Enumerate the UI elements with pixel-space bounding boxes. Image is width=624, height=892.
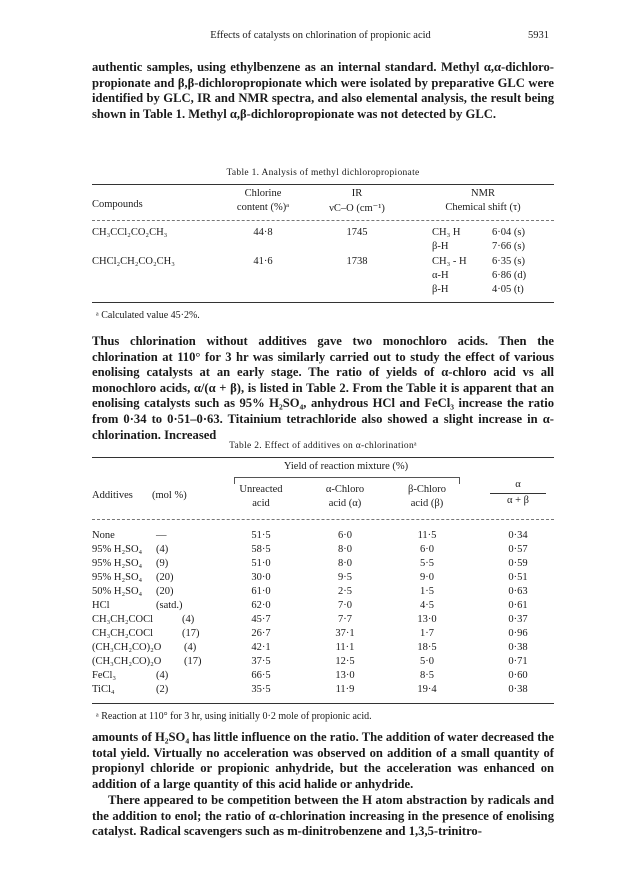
table2-header-divider — [92, 519, 554, 520]
table2-beta: 5·5 — [420, 558, 434, 569]
table2-alpha: 9·5 — [338, 572, 352, 583]
table2-unreacted: 35·5 — [251, 684, 271, 695]
table2-alpha: 7·7 — [338, 614, 352, 625]
running-title: Effects of catalysts on chlorination of propionic acid — [210, 30, 431, 41]
table2-alpha: 6·0 — [338, 530, 352, 541]
table2-additive: (CH₃CH₂CO)₂O — [92, 642, 162, 653]
table2-ratio: 0·59 — [508, 558, 528, 569]
table1-row-compound: CH₃CCl₂CO₂CH₃ — [92, 227, 168, 238]
table2-beta: 1·5 — [420, 586, 434, 597]
table2-ratio: 0·96 — [508, 628, 528, 639]
table1-row-ir: 1738 — [346, 256, 368, 267]
table2-alpha: 8·0 — [338, 544, 352, 555]
table2-beta: 18·5 — [417, 642, 437, 653]
table2-ratio: 0·38 — [508, 642, 528, 653]
table1-row-ir: 1745 — [346, 227, 368, 238]
table1-header-ir: IR — [351, 188, 363, 199]
table2-footnote: ᵃ Reaction at 110° for 3 hr, using initially 0·2 mole of propionic acid. — [96, 711, 372, 722]
table1-header-nmr-sub: Chemical shift (τ) — [445, 202, 521, 213]
table2-beta: 1·7 — [420, 628, 434, 639]
table2-unreacted: 42·1 — [251, 642, 271, 653]
table2-ratio: 0·51 — [508, 572, 528, 583]
table1-header-divider — [92, 220, 554, 221]
table2-header-unreacted-sub: acid — [252, 498, 270, 509]
table1-row-compound: CHCl₂CH₂CO₂CH₃ — [92, 256, 175, 267]
table2-beta: 9·0 — [420, 572, 434, 583]
paragraph-1: authentic samples, using ethylbenzene as an internal standard. Methyl α,α-dichloro-propionate and β,β-dichloropropionate which were isolated by preparative GLC were identified by GLC, IR and NMR spectra, and also elemental analysis, the result being shown in Table 1. Methyl α,β-dichloropropionate was not detected by GLC. — [92, 60, 554, 121]
running-header — [92, 30, 549, 44]
table2-header-bchloro-sub: acid (β) — [410, 498, 444, 509]
table2-ratio: 0·71 — [508, 656, 528, 667]
table2-ratio: 0·61 — [508, 600, 528, 611]
table2-beta: 5·0 — [420, 656, 434, 667]
table1-row-nmr-value: 6·04 (s) — [492, 227, 525, 238]
table2-header-ratio-bottom: α + β — [490, 493, 546, 506]
table1-header-compounds: Compounds — [92, 199, 143, 210]
paragraph-3: amounts of H₂SO₄ has little influence on the ratio. The addition of water decreased the total yield. Virtually no acceleration was observed on addition of a small quantity of propionyl chloride or propionic anhydride, but the acceleration was enhanced on addition of a large quantity of this acid halide or anhydride. — [92, 730, 554, 791]
table2-top-rule — [92, 457, 554, 458]
table2-unreacted: 62·0 — [251, 600, 271, 611]
table2-ratio: 0·60 — [508, 670, 528, 681]
table2-ratio: 0·57 — [508, 544, 528, 555]
table1-row-chlorine: 44·8 — [253, 227, 273, 238]
table1-row-nmr-label: CH₃ H — [432, 227, 461, 238]
table1-header-chlorine-sub: content (%)ᵃ — [236, 202, 290, 213]
table2-caption: Table 2. Effect of additives on α-chlorinationᵃ — [229, 441, 417, 451]
table2-header-achloro: α-Chloro — [325, 484, 365, 495]
table2-alpha: 7·0 — [338, 600, 352, 611]
table2-additive: 50% H₂SO₄ — [92, 586, 143, 597]
table2-unreacted: 51·5 — [251, 530, 271, 541]
table2-header-mol: (mol %) — [152, 490, 187, 501]
table1-row-nmr-value: 6·35 (s) — [492, 256, 525, 267]
table2-header-additives: Additives — [92, 490, 133, 501]
table2-mol: (4) — [156, 670, 169, 681]
table2-unreacted: 51·0 — [251, 558, 271, 569]
table1-header-ir-sub: νC–O (cm⁻¹) — [329, 203, 385, 214]
page-number: 5931 — [528, 30, 549, 41]
table2-unreacted: 61·0 — [251, 586, 271, 597]
table2-bottom-rule — [92, 703, 554, 704]
table1-top-rule — [92, 184, 554, 185]
paragraph-2: Thus chlorination without additives gave two monochloro acids. Then the chlorination at 110° for 3 hr was similarly carried out to study the effect of various enolising catalysts at an early stage. The ratio of yields of α-chloro acid vs all monochloro acids, α/(α + β), is listed in Table 2. From the Table it is apparent that an enolising catalysts such as 95% H₂SO₄, anhydrous HCl and FeCl₃ increase the ratio from 0·34 to 0·51–0·63. Titainium tetrachloride also showed a slight increase in α-chlorination. Increased — [92, 334, 554, 442]
table2-additive: FeCl₃ — [92, 670, 117, 681]
table2-header-achloro-sub: acid (α) — [328, 498, 362, 509]
table2-ratio: 0·34 — [508, 530, 528, 541]
table2-additive: 95% H₂SO₄ — [92, 558, 143, 569]
table2-mol: (4) — [156, 544, 169, 555]
table2-header-bchloro: β-Chloro — [407, 484, 446, 495]
table2-additive: 95% H₂SO₄ — [92, 544, 143, 555]
table2-mol: (9) — [156, 558, 169, 569]
table2-additive: HCl — [92, 600, 110, 611]
table1-header-nmr: NMR — [471, 188, 495, 199]
table1-row-chlorine: 41·6 — [253, 256, 273, 267]
table2-mol: (4) — [182, 614, 195, 625]
table2-additive: (CH₃CH₂CO)₂O — [92, 656, 162, 667]
table2-mol: (17) — [184, 656, 202, 667]
table1-row-nmr-label: β-H — [432, 284, 449, 295]
table2-beta: 11·5 — [417, 530, 437, 541]
table1-row-nmr-value: 4·05 (t) — [492, 284, 524, 295]
table2-alpha: 8·0 — [338, 558, 352, 569]
table1-row-nmr-label: CH₃ - H — [432, 256, 467, 267]
table2-beta: 13·0 — [417, 614, 437, 625]
table2-ratio: 0·37 — [508, 614, 528, 625]
table2-additive: CH₃CH₂COCl — [92, 628, 154, 639]
table2-unreacted: 37·5 — [251, 656, 271, 667]
table2-unreacted: 30·0 — [251, 572, 271, 583]
table2-unreacted: 58·5 — [251, 544, 271, 555]
table2-mol: (20) — [156, 586, 174, 597]
table1-row-nmr-value: 6·86 (d) — [492, 270, 527, 281]
table2-mol: (2) — [156, 684, 169, 695]
table2-header-group: Yield of reaction mixture (%) — [283, 461, 409, 472]
table2-additive: 95% H₂SO₄ — [92, 572, 143, 583]
table2-header-bracket — [234, 477, 460, 484]
table2-mol: (17) — [182, 628, 200, 639]
table2-beta: 19·4 — [417, 684, 437, 695]
table2-unreacted: 45·7 — [251, 614, 271, 625]
table2-alpha: 11·1 — [335, 642, 355, 653]
table2-mol: (20) — [156, 572, 174, 583]
table1-bottom-rule — [92, 302, 554, 303]
table2-alpha: 37·1 — [335, 628, 355, 639]
table2-additive: CH₃CH₂COCl — [92, 614, 154, 625]
table2-ratio: 0·38 — [508, 684, 528, 695]
table2-mol: — — [156, 530, 167, 541]
table2-unreacted: 66·5 — [251, 670, 271, 681]
table2-mol: (4) — [184, 642, 197, 653]
table1-row-nmr-label: β-H — [432, 241, 449, 252]
table1-row-nmr-value: 7·66 (s) — [492, 241, 525, 252]
paragraph-4: There appeared to be competition between the H atom abstraction by radicals and the addition to enol; the ratio of α-chlorination increasing in the presence of enolising catalyst. Radical scavengers such as m-dinitrobenzene and 1,3,5-trinitro- — [92, 793, 554, 839]
table1-row-nmr-label: α-H — [432, 270, 449, 281]
table2-header-ratio-top: α — [515, 479, 521, 490]
table2-alpha: 11·9 — [335, 684, 355, 695]
table2-mol: (satd.) — [156, 600, 183, 611]
table2-alpha: 2·5 — [338, 586, 352, 597]
table2-alpha: 12·5 — [335, 656, 355, 667]
table2-beta: 4·5 — [420, 600, 434, 611]
table2-additive: TiCl₄ — [92, 684, 115, 695]
table2-header-unreacted: Unreacted — [239, 484, 283, 495]
table2-beta: 8·5 — [420, 670, 434, 681]
table2-unreacted: 26·7 — [251, 628, 271, 639]
table1-footnote: ᵃ Calculated value 45·2%. — [96, 310, 200, 321]
table1-caption: Table 1. Analysis of methyl dichloropropionate — [226, 168, 420, 178]
table2-ratio: 0·63 — [508, 586, 528, 597]
table2-additive: None — [92, 530, 115, 541]
table1-header-chlorine: Chlorine — [244, 188, 282, 199]
table2-alpha: 13·0 — [335, 670, 355, 681]
table2-beta: 6·0 — [420, 544, 434, 555]
